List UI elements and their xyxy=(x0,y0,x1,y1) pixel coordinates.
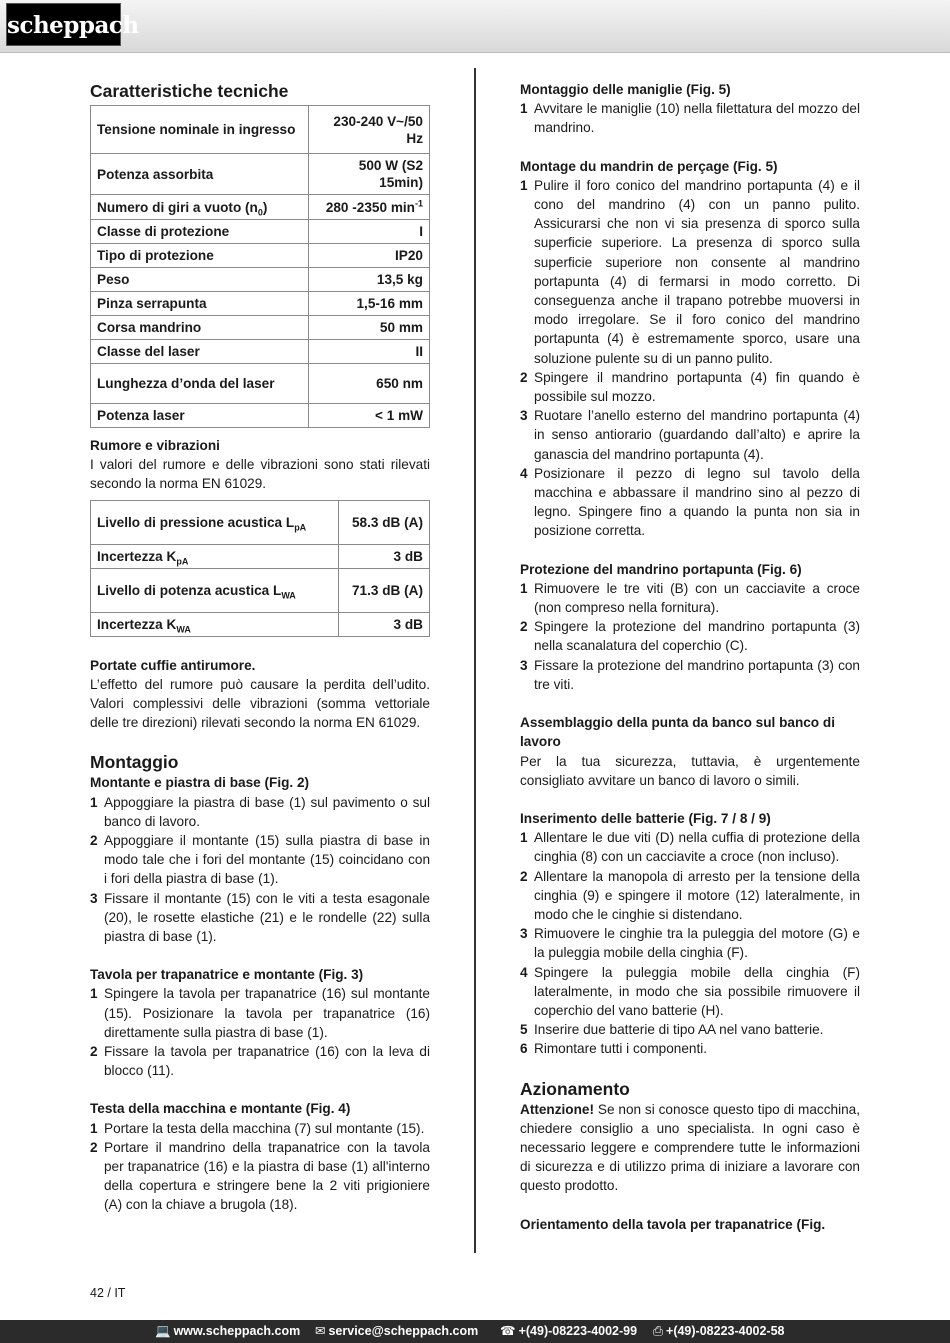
operation-title: Azionamento xyxy=(520,1078,630,1099)
row-label: Livello di pressione acustica $L_{pA}$ xyxy=(91,500,339,544)
section-heading: Assemblaggio della punta da banco sul banco di lavoro xyxy=(520,715,835,750)
list-item: 3 Rimuovere le cinghie tra la puleggia del motore (G) e la puleggia mobile della cinghia (F). xyxy=(520,926,860,961)
row-label: Numero di giri a vuoto $(n_0)$ xyxy=(91,195,309,220)
section-heading: Testa della macchina e montante (Fig. 4) xyxy=(90,1101,351,1117)
ear-protection-text: L’effetto del rumore può causare la perdita dell’udito. Valori complessivi delle vibrazioni (somma vettoriale delle tre direzioni) rilevati secondo la norma EN 61029. xyxy=(90,676,430,731)
step-number: 4 xyxy=(520,964,528,980)
table-row xyxy=(91,106,430,154)
footer-web[interactable] xyxy=(155,1320,300,1343)
list-item: 6 Rimontare tutti i componenti. xyxy=(520,1039,860,1058)
ear-protection-heading: Portate cuffie antirumore. xyxy=(90,657,256,673)
noise-heading: Rumore e vibrazioni xyxy=(90,438,220,453)
footer-phone-text: +(49)-08223-4002-99 xyxy=(518,1324,638,1338)
list-item: 2 Allentare la manopola di arresto per la tensione della cinghia (9) e spingere il motore (12) lateralmente, in modo che le cinghie si distendano. xyxy=(520,868,860,922)
list-item: 1 Portare la testa della macchina (7) sul montante (15). xyxy=(90,1119,430,1138)
list-item: 5 Inserire due batterie di tipo AA nel vano batterie. xyxy=(520,1020,860,1039)
row-value: 50 mm xyxy=(309,316,430,340)
operation-text xyxy=(520,1100,860,1196)
footer-bar xyxy=(0,1320,950,1343)
section-heading: Protezione del mandrino portapunta (Fig. 6) xyxy=(520,561,802,577)
footer-phone xyxy=(500,1320,637,1343)
column-divider xyxy=(474,68,476,1253)
step-list xyxy=(520,176,860,541)
list-item: 1 Allentare le due viti (D) nella cuffia di protezione della cinghia (8) con un cacciavite a croce (non incluso). xyxy=(520,830,860,865)
list-item: 3 Fissare la protezione del mandrino portapunta (3) con tre viti. xyxy=(520,657,860,692)
table-row xyxy=(91,292,430,316)
list-item: 1 Pulire il foro conico del mandrino portapunta (4) e il cono del mandrino (4) con un panno pulito. Assicurarsi che non vi sia presenza di sporco sulla superficie superiore. La presenza di sporco sulla superficie superiore non consente al mandrino portapunta (4) di fermarsi in modo corretto. Di conseguenza anche il trapano potrebbe muoversi in modo irregolare. Se il foro conico del mandrino portapunta (4) è estremamente sporco, usare una soluzione pulente su di un panno pulito. xyxy=(520,177,860,366)
right-column xyxy=(520,80,860,1234)
row-label: Potenza assorbita xyxy=(91,154,309,195)
step-number: 1 xyxy=(520,830,528,846)
table-row xyxy=(91,340,430,364)
row-value: 230-240 V~/50 Hz xyxy=(309,106,430,154)
footer-email[interactable] xyxy=(315,1320,478,1343)
list-item: 2 Appoggiare il montante (15) sulla piastra di base in modo tale che i fori del montante (15) coincidano con i fori della piastra di base (1). xyxy=(90,833,430,887)
footer-fax xyxy=(653,1320,785,1343)
brand-logo: scheppach xyxy=(6,3,121,46)
row-value: 650 nm xyxy=(309,364,430,404)
table-row xyxy=(91,612,430,636)
step-number: 2 xyxy=(90,1044,98,1060)
section-heading: Montaggio delle maniglie (Fig. 5) xyxy=(520,82,731,97)
step-number: 1 xyxy=(90,1120,98,1136)
list-item: 2 Fissare la tavola per trapanatrice (16) con la leva di blocco (11). xyxy=(90,1044,430,1079)
row-value: 3 dB xyxy=(339,612,430,636)
section-heading: Tavola per trapanatrice e montante (Fig. 3) xyxy=(90,967,364,983)
row-value: II xyxy=(309,340,430,364)
row-label: Tipo di protezione xyxy=(91,244,309,268)
row-label: Potenza laser xyxy=(91,404,309,428)
step-number: 2 xyxy=(520,369,528,385)
step-number: 3 xyxy=(520,926,528,942)
monitor-icon: 💻 xyxy=(155,1324,171,1338)
step-number: 1 xyxy=(90,986,98,1002)
row-label: Lunghezza d’onda del laser xyxy=(91,364,309,404)
warning-label: Attenzione! xyxy=(520,1101,595,1117)
step-number: 3 xyxy=(90,890,98,906)
step-number: 1 xyxy=(90,794,98,810)
step-number: 6 xyxy=(520,1041,528,1057)
step-number: 3 xyxy=(520,657,528,673)
step-number: 2 xyxy=(520,619,528,635)
step-list xyxy=(90,793,430,947)
specs-title: Caratteristiche tecniche xyxy=(90,81,289,101)
step-list xyxy=(520,579,860,694)
row-value: 280 -2350 $\min^{-1}$ xyxy=(309,195,430,220)
list-item: 4 Posizionare il pezzo di legno sul tavolo della macchina e abbassare il mandrino sino al pezzo di legno. Spingere fino a quando la punta non sia in posizione corretta. xyxy=(520,465,860,539)
row-label: Classe del laser xyxy=(91,340,309,364)
section-heading: Inserimento delle batterie (Fig. 7 / 8 / 9) xyxy=(520,810,771,826)
table-row xyxy=(91,195,430,220)
row-value: < 1 mW xyxy=(309,404,430,428)
list-item: 2 Spingere il mandrino portapunta (4) fin quando è possibile sul mozzo. xyxy=(520,369,860,405)
section-heading: Montage du mandrin de perçage (Fig. 5) xyxy=(520,158,778,174)
table-row xyxy=(91,364,430,404)
row-value: I xyxy=(309,220,430,244)
mail-icon: ✉ xyxy=(315,1324,326,1338)
warning-text: Se non si conosce questo tipo di macchina, chiedere consiglio a uno specialista. In ogni caso è necessario leggere e comprendere tutte le informazioni di sicurezza e di utilizzo prima di iniziare a lavorare con questo prodotto. xyxy=(520,1101,860,1194)
step-number: 3 xyxy=(520,408,528,424)
specs-table xyxy=(90,105,430,428)
row-value: 58.3 dB (A) xyxy=(339,500,430,544)
step-number: 2 xyxy=(520,868,528,884)
table-row xyxy=(91,268,430,292)
page-number: 42 / IT xyxy=(90,1286,126,1300)
list-item: 1 Appoggiare la piastra di base (1) sul pavimento o sul banco di lavoro. xyxy=(90,794,430,829)
step-list xyxy=(90,984,430,1080)
row-label: Corsa mandrino xyxy=(91,316,309,340)
step-number: 4 xyxy=(520,465,528,481)
row-label: Livello di potenza acustica $L_{WA}$ xyxy=(91,568,339,612)
row-label: Peso xyxy=(91,268,309,292)
header-bar xyxy=(0,0,950,53)
step-number: 1 xyxy=(520,101,528,117)
assembly-title: Montaggio xyxy=(90,752,179,773)
step-number: 2 xyxy=(90,1139,98,1155)
footer-fax-text: +(49)-08223-4002-58 xyxy=(666,1324,785,1338)
table-row xyxy=(91,316,430,340)
list-item: 3 Ruotare l’anello esterno del mandrino portapunta (4) in senso antiorario (guardando dall’alto) e aprire la ganascia del mandrino portapunta (4). xyxy=(520,408,860,462)
noise-text: I valori del rumore e delle vibrazioni sono stati rilevati secondo la norma EN 61029. xyxy=(90,457,430,492)
workbench-text: Per la tua sicurezza, tuttavia, è urgentemente consigliato avvitare un banco di lavoro o simili. xyxy=(520,753,860,788)
table-row xyxy=(91,154,430,195)
row-value: 13,5 kg xyxy=(309,268,430,292)
row-label: Incertezza $K_{pA}$ xyxy=(91,544,339,568)
footer-web-text: www.scheppach.com xyxy=(173,1324,301,1338)
list-item: 2 Spingere la protezione del mandrino portapunta (3) nella scanalatura del coperchio (C). xyxy=(520,619,860,654)
footer-email-text: service@scheppach.com xyxy=(328,1324,479,1338)
step-list xyxy=(520,99,860,137)
row-label: Incertezza $K_{WA}$ xyxy=(91,612,339,636)
list-item: 2 Portare il mandrino della trapanatrice con la tavola per trapanatrice (16) e la piastra di base (1) all'interno della copertura e stringere bene la 2 viti prigioniere (A) con la chiave a brugola (18). xyxy=(90,1139,430,1213)
step-number: 2 xyxy=(90,833,98,849)
row-label: Classe di protezione xyxy=(91,220,309,244)
section-heading: Montante e piastra di base (Fig. 2) xyxy=(90,775,310,791)
table-row xyxy=(91,220,430,244)
noise-table xyxy=(90,500,430,637)
list-item: 1 Rimuovere le tre viti (B) con un cacciavite a croce (non compreso nella fornitura). xyxy=(520,580,860,616)
phone-icon: ☎ xyxy=(500,1324,516,1338)
list-item: 1 Spingere la tavola per trapanatrice (16) sul montante (15). Posizionare la tavola per trapanatrice (16) direttamente sulla piastra di base (1). xyxy=(90,986,430,1040)
row-value: 3 dB xyxy=(339,544,430,568)
step-number: 1 xyxy=(520,580,528,596)
table-row xyxy=(91,244,430,268)
step-list xyxy=(520,828,860,1058)
row-value: 1,5-16 mm xyxy=(309,292,430,316)
row-label: Pinza serrapunta xyxy=(91,292,309,316)
list-item: 4 Spingere la puleggia mobile della cinghia (F) lateralmente, in modo che sia possibile rimuovere il coperchio del vano batterie (H). xyxy=(520,964,860,1018)
section-heading: Orientamento della tavola per trapanatrice (Fig. xyxy=(520,1216,826,1232)
left-column xyxy=(90,80,430,1215)
table-row xyxy=(91,500,430,544)
row-value: 71.3 dB (A) xyxy=(339,568,430,612)
table-row xyxy=(91,568,430,612)
list-item: 1 Avvitare le maniglie (10) nella filettatura del mozzo del mandrino. xyxy=(520,101,860,136)
table-row xyxy=(91,544,430,568)
table-row xyxy=(91,404,430,428)
row-value: 500 W (S2 15min) xyxy=(309,154,430,195)
step-number: 5 xyxy=(520,1022,528,1038)
step-list xyxy=(90,1119,430,1215)
step-number: 1 xyxy=(520,177,528,193)
fax-icon: ⎙ xyxy=(653,1324,664,1338)
list-item: 3 Fissare il montante (15) con le viti a testa esagonale (20), le rosette elastiche (21) e le rondelle (22) sulla piastra di base (1). xyxy=(90,890,430,945)
row-label: Tensione nominale in ingresso xyxy=(91,106,309,154)
row-value: IP20 xyxy=(309,244,430,268)
